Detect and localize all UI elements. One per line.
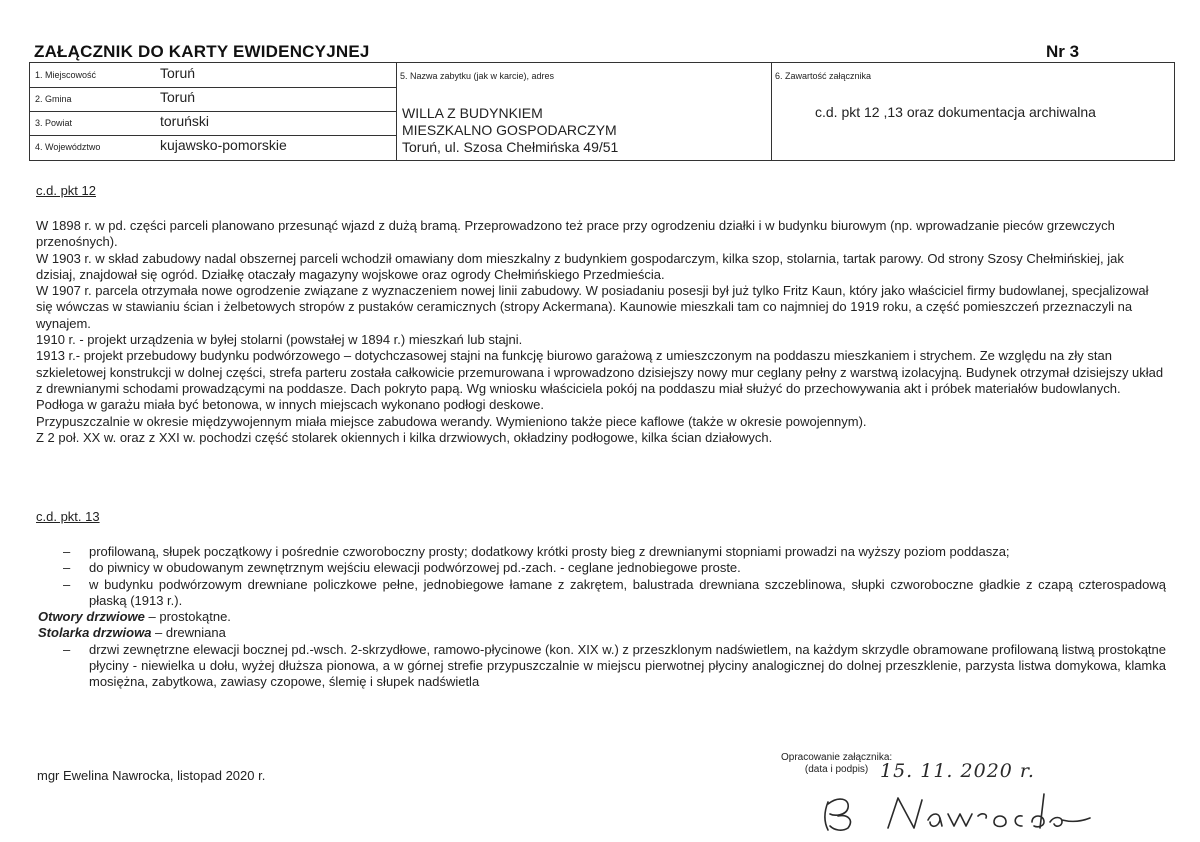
door-openings-label: Otwory drzwiowe: [38, 609, 145, 625]
paragraph: Z 2 poł. XX w. oraz z XXI w. pochodzi część stolarek okiennych i kilka drzwiowych, okładziny podłogowe, kilka ścian działowych.: [36, 429, 773, 445]
monument-column: [396, 63, 772, 160]
content-value: c.d. pkt 12 ,13 oraz dokumentacja archiwalna: [815, 104, 1096, 120]
municipality-row: [30, 87, 396, 112]
document-title: ZAŁĄCZNIK DO KARTY EWIDENCYJNEJ: [34, 42, 370, 61]
prepared-by-label-line: Opracowanie załącznika:: [781, 752, 893, 763]
section-13-heading: c.d. pkt. 13: [36, 509, 100, 524]
signature-image: [818, 788, 1098, 836]
handwritten-date: 15. 11. 2020 r.: [880, 760, 1035, 782]
paragraph: 1913 r.- projekt przebudowy budynku podwórzowego – dotychczasowej stajni na funkcję biurowo garażową z umieszczonym na poddaszu mieszkaniem i strychem. Ze względu na zły stan szkieletowej konstrukcji w dolnej części, strefa parteru została całkowicie przemurowana i wprowadzono dzisiejszy nowy mur ceglany pełny z warstwą izolacyjną. Budynek otrzymał dzisiejszy układ z drewnianymi schodami prowadzącymi na poddasze. Dach pokryto papą. Wg wniosku właściciela pokój na poddaszu miał służyć do przechowywania akt i próbek materiałów budowlanych. Podłoga w garażu miała być betonowa, w innych miejscach wykonano podłogi deskowe.: [36, 348, 1164, 413]
location-column: [30, 63, 397, 160]
content-column: [771, 63, 1174, 160]
door-joinery-line: [36, 625, 1166, 641]
paragraph: W 1903 r. w skład zabudowy nadal obszernej parceli wchodził omawiany dom mieszkalny z budynkiem gospodarczym, kilka szop, stolarnia, tartak parowy. Od strony Szosy Chełmińskiej, jak dzisiaj, znajdował się ogród. Działkę otaczały magazyny wojskowe oraz ogrody Chełmińskiego Przedmieścia.: [36, 250, 1124, 282]
dash-marker: –: [63, 576, 71, 592]
location-label: 1. Miejscowość: [35, 70, 97, 80]
prepared-by-label: [781, 752, 892, 776]
monument-label: 5. Nazwa zabytku (jak w karcie), adres: [400, 71, 555, 81]
list-item-text: do piwnicy w obudowanym zewnętrznym wejściu elewacji podwórzowej pd.-zach. - ceglane jednobiegowe proste.: [89, 560, 741, 576]
monument-address: Toruń, ul. Szosa Chełmińska 49/51: [402, 139, 619, 155]
voivodeship-row: [30, 135, 396, 160]
municipality-value: Toruń: [160, 89, 196, 105]
door-openings-line: [36, 609, 1166, 625]
dash-marker: –: [63, 641, 71, 657]
monument-line: MIESZKALNO GOSPODARCZYM: [402, 122, 617, 138]
section-13-body: [36, 544, 1166, 691]
monument-name: [402, 105, 618, 156]
date-and-signature-label: (data i podpis): [804, 764, 869, 775]
county-value: toruński: [160, 113, 210, 129]
paragraph: W 1907 r. parcela otrzymała nowe ogrodzenie związane z wyznaczeniem nowej linii zabudowy. W posiadaniu posesji był już tylko Fritz Kaun, który jako właściciel firmy budowlanej, specjalizował się wówczas w stawianiu ścian i żelbetowych stropów z pustaków ceramicznych (stropy Ackermana). Kaunowie mieszkali tam co najmniej do 1919 roku, a część pomieszczeń przeznaczyli na wynajem.: [36, 283, 1149, 331]
list-item: [36, 642, 1166, 691]
county-row: [30, 111, 396, 136]
location-value: Toruń: [160, 65, 196, 81]
section-12-heading: c.d. pkt 12: [36, 183, 96, 198]
section-12-body: [36, 218, 1166, 446]
list-item-text: profilowaną, słupek początkowy i pośrednie czworoboczny prosty; dodatkowy krótki prosty bieg z drewnianymi stopniami prowadzi na wyższy poziom poddasza;: [89, 544, 1010, 559]
paragraph: 1910 r. - projekt urządzenia w byłej stolarni (powstałej w 1894 r.) mieszkań lub stajni.: [36, 332, 523, 348]
list-item: [36, 577, 1166, 610]
dash-marker: –: [63, 560, 71, 576]
location-row: [30, 63, 396, 88]
monument-line: WILLA Z BUDYNKIEM: [402, 105, 543, 121]
door-openings-value: – prostokątne.: [144, 609, 231, 625]
paragraph: W 1898 r. w pd. części parceli planowano przesunąć wjazd z dużą bramą. Przeprowadzono też prace przy ogrodzeniu działki i w budynku biurowym (np. wprowadzanie pieców grzewczych przenośnych).: [36, 218, 1115, 250]
list-item: [36, 544, 1166, 560]
author-line: mgr Ewelina Nawrocka, listopad 2020 r.: [37, 768, 266, 783]
header-table: [29, 62, 1175, 161]
door-joinery-label: Stolarka drzwiowa: [38, 625, 152, 641]
list-item-text: drzwi zewnętrzne elewacji bocznej pd.-wsch. 2-skrzydłowe, ramowo-płycinowe (kon. XIX w.) z przeszklonym nadświetlem, na każdym skrzydle obramowane profilowaną listwą prostokątne płyciny - niewielka u dołu, wyżej dłuższa pionowa, a w górnej strefie przypuszczalnie w miejscu pierwotnej płyciny analogicznej do dolnej przeszklenie, parzysta listwa domykowa, klamka mosiężna, zabytkowa, zawiasy czopowe, ślemię i słupek nadświetla: [89, 641, 1166, 690]
voivodeship-label: 4. Województwo: [35, 142, 101, 152]
paragraph: Przypuszczalnie w okresie międzywojennym miała miejsce zabudowa werandy. Wymieniono także piece kaflowe (także w okresie powojennym).: [36, 413, 867, 429]
door-joinery-value: – drewniana: [151, 625, 226, 641]
content-label: 6. Zawartość załącznika: [775, 71, 872, 81]
dash-marker: –: [63, 544, 71, 559]
voivodeship-value: kujawsko-pomorskie: [160, 137, 287, 153]
municipality-label: 2. Gmina: [35, 94, 72, 104]
county-label: 3. Powiat: [35, 118, 73, 128]
list-item-text: w budynku podwórzowym drewniane policzkowe pełne, jednobiegowe łamane z zakrętem, balustrada drewniana szczeblinowa, słupki czworoboczne gładkie z czapą czterospadową płaską (1913 r.).: [89, 576, 1166, 608]
document-number: Nr 3: [1046, 42, 1080, 61]
list-item: [36, 560, 1166, 576]
